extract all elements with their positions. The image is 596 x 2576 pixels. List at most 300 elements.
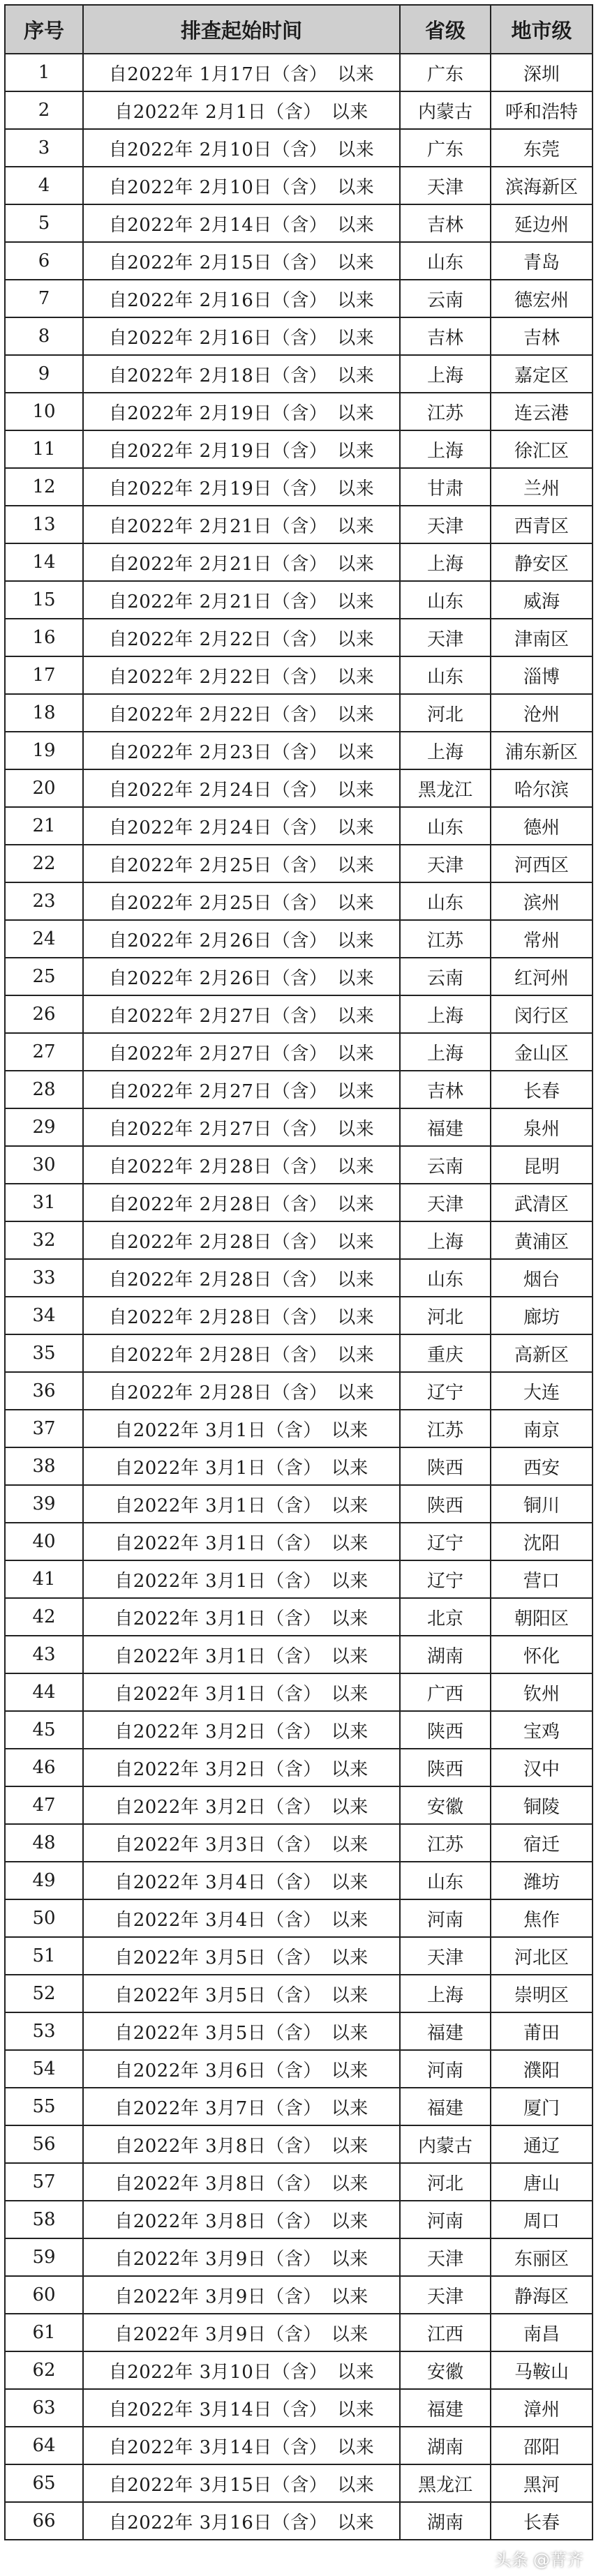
row-province: 天津 bbox=[400, 845, 491, 882]
row-city: 金山区 bbox=[491, 1033, 593, 1071]
row-city: 崇明区 bbox=[491, 1975, 593, 2012]
row-start-time bbox=[83, 920, 400, 958]
since-word: 以来 bbox=[331, 101, 368, 123]
table-row bbox=[5, 1598, 593, 1636]
table-row bbox=[5, 882, 593, 920]
row-city: 大连 bbox=[491, 1372, 593, 1410]
row-index: 53 bbox=[5, 2012, 83, 2050]
row-index: 66 bbox=[5, 2502, 83, 2540]
since-word: 以来 bbox=[337, 930, 375, 951]
since-word: 以来 bbox=[331, 1495, 368, 1516]
since-word: 以来 bbox=[331, 1570, 368, 1592]
table-row bbox=[5, 204, 593, 242]
table-row bbox=[5, 732, 593, 769]
row-index: 10 bbox=[5, 393, 83, 430]
since-word: 以来 bbox=[337, 1269, 375, 1290]
row-start-time bbox=[83, 1447, 400, 1485]
row-index: 59 bbox=[5, 2238, 83, 2276]
row-start-time bbox=[83, 1786, 400, 1824]
row-index: 39 bbox=[5, 1485, 83, 1523]
row-province: 福建 bbox=[400, 2088, 491, 2125]
row-index: 46 bbox=[5, 1749, 83, 1786]
row-start-time bbox=[83, 2464, 400, 2502]
row-index: 9 bbox=[5, 355, 83, 393]
row-index: 50 bbox=[5, 1899, 83, 1937]
row-province: 重庆 bbox=[400, 1334, 491, 1372]
table-row bbox=[5, 1108, 593, 1146]
row-province: 甘肃 bbox=[400, 468, 491, 506]
row-index: 35 bbox=[5, 1334, 83, 1372]
table-row bbox=[5, 2276, 593, 2314]
row-index: 65 bbox=[5, 2464, 83, 2502]
row-index: 23 bbox=[5, 882, 83, 920]
row-start-time bbox=[83, 807, 400, 845]
row-province: 广东 bbox=[400, 54, 491, 91]
row-index: 51 bbox=[5, 1937, 83, 1975]
since-word: 以来 bbox=[331, 2286, 368, 2307]
row-province: 辽宁 bbox=[400, 1523, 491, 1560]
table-row bbox=[5, 91, 593, 129]
row-city: 津南区 bbox=[491, 619, 593, 656]
row-province: 黑龙江 bbox=[400, 2464, 491, 2502]
row-city: 唐山 bbox=[491, 2163, 593, 2201]
start-date: 自2022年 2月1日（含） bbox=[114, 101, 322, 123]
row-index: 19 bbox=[5, 732, 83, 769]
row-city: 滨州 bbox=[491, 882, 593, 920]
row-index: 44 bbox=[5, 1673, 83, 1711]
row-province: 河北 bbox=[400, 1297, 491, 1334]
row-start-time bbox=[83, 619, 400, 656]
since-word: 以来 bbox=[331, 1645, 368, 1667]
table-row bbox=[5, 2163, 593, 2201]
row-city: 滨海新区 bbox=[491, 167, 593, 204]
row-province: 陕西 bbox=[400, 1485, 491, 1523]
table-row bbox=[5, 1372, 593, 1410]
row-index: 21 bbox=[5, 807, 83, 845]
start-date: 自2022年 3月5日（含） bbox=[114, 1947, 322, 1968]
header-city: 地市级 bbox=[491, 5, 593, 54]
row-start-time bbox=[83, 845, 400, 882]
row-index: 1 bbox=[5, 54, 83, 91]
row-city: 沧州 bbox=[491, 694, 593, 732]
row-index: 11 bbox=[5, 430, 83, 468]
row-index: 30 bbox=[5, 1146, 83, 1184]
start-date: 自2022年 3月2日（含） bbox=[114, 1796, 322, 1818]
since-word: 以来 bbox=[331, 1796, 368, 1818]
since-word: 以来 bbox=[331, 1419, 368, 1441]
since-word: 以来 bbox=[331, 1608, 368, 1629]
table-row bbox=[5, 2502, 593, 2540]
row-city: 西青区 bbox=[491, 506, 593, 543]
table-row bbox=[5, 2427, 593, 2464]
row-start-time bbox=[83, 2012, 400, 2050]
row-index: 60 bbox=[5, 2276, 83, 2314]
table-row bbox=[5, 1221, 593, 1259]
since-word: 以来 bbox=[337, 1344, 375, 1366]
since-word: 以来 bbox=[331, 2210, 368, 2232]
row-province: 云南 bbox=[400, 958, 491, 995]
table-row bbox=[5, 769, 593, 807]
row-province: 吉林 bbox=[400, 1071, 491, 1108]
row-province: 北京 bbox=[400, 1598, 491, 1636]
row-start-time bbox=[83, 1485, 400, 1523]
row-start-time bbox=[83, 769, 400, 807]
row-start-time bbox=[83, 468, 400, 506]
row-province: 山东 bbox=[400, 1259, 491, 1297]
since-word: 以来 bbox=[337, 1193, 375, 1215]
start-date: 自2022年 2月22日（含） bbox=[108, 666, 328, 688]
row-province: 山东 bbox=[400, 242, 491, 280]
start-date: 自2022年 3月1日（含） bbox=[114, 1683, 322, 1705]
row-index: 54 bbox=[5, 2050, 83, 2088]
since-word: 以来 bbox=[337, 591, 375, 612]
start-date: 自2022年 3月1日（含） bbox=[114, 1645, 322, 1667]
since-word: 以来 bbox=[331, 1721, 368, 1742]
row-province: 吉林 bbox=[400, 317, 491, 355]
start-date: 自2022年 2月27日（含） bbox=[108, 1043, 328, 1064]
row-province: 上海 bbox=[400, 732, 491, 769]
table-row bbox=[5, 1447, 593, 1485]
start-date: 自2022年 2月28日（含） bbox=[108, 1344, 328, 1366]
row-city: 武清区 bbox=[491, 1184, 593, 1221]
start-date: 自2022年 3月14日（含） bbox=[108, 2436, 328, 2458]
row-index: 5 bbox=[5, 204, 83, 242]
row-start-time bbox=[83, 1146, 400, 1184]
row-city: 黄浦区 bbox=[491, 1221, 593, 1259]
row-city: 连云港 bbox=[491, 393, 593, 430]
row-index: 18 bbox=[5, 694, 83, 732]
table-header bbox=[5, 5, 593, 54]
since-word: 以来 bbox=[337, 553, 375, 575]
screening-table bbox=[4, 4, 593, 2540]
row-city: 泉州 bbox=[491, 1108, 593, 1146]
since-word: 以来 bbox=[331, 1683, 368, 1705]
row-index: 43 bbox=[5, 1636, 83, 1673]
since-word: 以来 bbox=[337, 704, 375, 725]
table-row bbox=[5, 2389, 593, 2427]
row-city: 宝鸡 bbox=[491, 1711, 593, 1749]
row-city: 烟台 bbox=[491, 1259, 593, 1297]
table-row bbox=[5, 581, 593, 619]
row-city: 徐汇区 bbox=[491, 430, 593, 468]
row-index: 31 bbox=[5, 1184, 83, 1221]
start-date: 自2022年 2月24日（含） bbox=[108, 779, 328, 801]
since-word: 以来 bbox=[337, 1080, 375, 1102]
row-start-time bbox=[83, 204, 400, 242]
table-row bbox=[5, 1937, 593, 1975]
row-city: 黑河 bbox=[491, 2464, 593, 2502]
table-row bbox=[5, 2238, 593, 2276]
table-row bbox=[5, 1410, 593, 1447]
row-start-time bbox=[83, 167, 400, 204]
start-date: 自2022年 3月9日（含） bbox=[114, 2286, 322, 2307]
start-date: 自2022年 3月14日（含） bbox=[108, 2399, 328, 2420]
row-start-time bbox=[83, 1975, 400, 2012]
start-date: 自2022年 2月23日（含） bbox=[108, 741, 328, 763]
row-city: 青岛 bbox=[491, 242, 593, 280]
start-date: 自2022年 2月10日（含） bbox=[108, 176, 328, 198]
row-start-time bbox=[83, 2502, 400, 2540]
start-date: 自2022年 3月1日（含） bbox=[114, 1532, 322, 1554]
since-word: 以来 bbox=[337, 139, 375, 160]
since-word: 以来 bbox=[337, 2436, 375, 2458]
table-body bbox=[5, 54, 593, 2540]
row-start-time bbox=[83, 317, 400, 355]
row-province: 天津 bbox=[400, 167, 491, 204]
start-date: 自2022年 2月28日（含） bbox=[108, 1382, 328, 1403]
since-word: 以来 bbox=[331, 1532, 368, 1554]
row-index: 29 bbox=[5, 1108, 83, 1146]
row-province: 上海 bbox=[400, 430, 491, 468]
row-index: 20 bbox=[5, 769, 83, 807]
row-city: 南昌 bbox=[491, 2314, 593, 2351]
start-date: 自2022年 3月1日（含） bbox=[114, 1419, 322, 1441]
since-word: 以来 bbox=[337, 1043, 375, 1064]
start-date: 自2022年 2月18日（含） bbox=[108, 365, 328, 386]
row-province: 安徽 bbox=[400, 2351, 491, 2389]
row-province: 安徽 bbox=[400, 1786, 491, 1824]
row-city: 兰州 bbox=[491, 468, 593, 506]
row-start-time bbox=[83, 581, 400, 619]
row-city: 昆明 bbox=[491, 1146, 593, 1184]
row-start-time bbox=[83, 2050, 400, 2088]
since-word: 以来 bbox=[337, 2474, 375, 2496]
start-date: 自2022年 2月22日（含） bbox=[108, 704, 328, 725]
row-start-time bbox=[83, 2276, 400, 2314]
since-word: 以来 bbox=[337, 1156, 375, 1177]
row-city: 静海区 bbox=[491, 2276, 593, 2314]
row-start-time bbox=[83, 1862, 400, 1899]
row-index: 13 bbox=[5, 506, 83, 543]
row-city: 营口 bbox=[491, 1560, 593, 1598]
table-row bbox=[5, 2351, 593, 2389]
row-city: 汉中 bbox=[491, 1749, 593, 1786]
since-word: 以来 bbox=[337, 176, 375, 198]
row-index: 4 bbox=[5, 167, 83, 204]
row-index: 34 bbox=[5, 1297, 83, 1334]
row-city: 宿迁 bbox=[491, 1824, 593, 1862]
row-city: 闵行区 bbox=[491, 995, 593, 1033]
table-row bbox=[5, 2012, 593, 2050]
row-city: 邵阳 bbox=[491, 2427, 593, 2464]
row-index: 3 bbox=[5, 129, 83, 167]
row-index: 62 bbox=[5, 2351, 83, 2389]
table-row bbox=[5, 920, 593, 958]
since-word: 以来 bbox=[337, 214, 375, 236]
table-row bbox=[5, 694, 593, 732]
row-province: 内蒙古 bbox=[400, 2125, 491, 2163]
row-province: 黑龙江 bbox=[400, 769, 491, 807]
start-date: 自2022年 2月26日（含） bbox=[108, 930, 328, 951]
since-word: 以来 bbox=[337, 628, 375, 650]
row-start-time bbox=[83, 2201, 400, 2238]
start-date: 自2022年 2月21日（含） bbox=[108, 515, 328, 537]
row-city: 莆田 bbox=[491, 2012, 593, 2050]
since-word: 以来 bbox=[337, 2361, 375, 2383]
since-word: 以来 bbox=[337, 2399, 375, 2420]
since-word: 以来 bbox=[331, 2173, 368, 2194]
row-start-time bbox=[83, 1033, 400, 1071]
row-city: 德州 bbox=[491, 807, 593, 845]
row-city: 马鞍山 bbox=[491, 2351, 593, 2389]
since-word: 以来 bbox=[337, 515, 375, 537]
since-word: 以来 bbox=[337, 1231, 375, 1253]
row-index: 64 bbox=[5, 2427, 83, 2464]
row-city: 厦门 bbox=[491, 2088, 593, 2125]
row-province: 陕西 bbox=[400, 1749, 491, 1786]
row-index: 52 bbox=[5, 1975, 83, 2012]
row-start-time bbox=[83, 543, 400, 581]
row-province: 福建 bbox=[400, 1108, 491, 1146]
since-word: 以来 bbox=[331, 1984, 368, 2006]
table-row bbox=[5, 1899, 593, 1937]
row-start-time bbox=[83, 1297, 400, 1334]
row-index: 32 bbox=[5, 1221, 83, 1259]
table-row bbox=[5, 468, 593, 506]
since-word: 以来 bbox=[331, 2248, 368, 2270]
since-word: 以来 bbox=[337, 741, 375, 763]
table-row bbox=[5, 1749, 593, 1786]
table-row bbox=[5, 1259, 593, 1297]
row-index: 38 bbox=[5, 1447, 83, 1485]
table-row bbox=[5, 1184, 593, 1221]
table-row bbox=[5, 958, 593, 995]
row-province: 上海 bbox=[400, 1975, 491, 2012]
row-start-time bbox=[83, 732, 400, 769]
row-city: 漳州 bbox=[491, 2389, 593, 2427]
row-start-time bbox=[83, 91, 400, 129]
row-city: 廊坊 bbox=[491, 1297, 593, 1334]
row-city: 怀化 bbox=[491, 1636, 593, 1673]
since-word: 以来 bbox=[331, 1758, 368, 1780]
start-date: 自2022年 3月9日（含） bbox=[114, 2323, 322, 2345]
since-word: 以来 bbox=[331, 1834, 368, 1855]
start-date: 自2022年 2月28日（含） bbox=[108, 1156, 328, 1177]
start-date: 自2022年 3月16日（含） bbox=[108, 2512, 328, 2533]
row-index: 36 bbox=[5, 1372, 83, 1410]
row-start-time bbox=[83, 1259, 400, 1297]
table-row bbox=[5, 807, 593, 845]
row-city: 焦作 bbox=[491, 1899, 593, 1937]
row-province: 天津 bbox=[400, 1184, 491, 1221]
row-province: 内蒙古 bbox=[400, 91, 491, 129]
row-city: 威海 bbox=[491, 581, 593, 619]
row-index: 6 bbox=[5, 242, 83, 280]
row-start-time bbox=[83, 1184, 400, 1221]
start-date: 自2022年 3月6日（含） bbox=[114, 2060, 322, 2081]
row-province: 河北 bbox=[400, 2163, 491, 2201]
row-index: 26 bbox=[5, 995, 83, 1033]
row-index: 8 bbox=[5, 317, 83, 355]
table-row bbox=[5, 2088, 593, 2125]
row-province: 天津 bbox=[400, 2238, 491, 2276]
row-city: 哈尔滨 bbox=[491, 769, 593, 807]
row-province: 陕西 bbox=[400, 1447, 491, 1485]
row-province: 福建 bbox=[400, 2012, 491, 2050]
start-date: 自2022年 2月15日（含） bbox=[108, 252, 328, 273]
row-index: 27 bbox=[5, 1033, 83, 1071]
table-row bbox=[5, 2201, 593, 2238]
row-start-time bbox=[83, 1749, 400, 1786]
row-city: 西安 bbox=[491, 1447, 593, 1485]
row-index: 57 bbox=[5, 2163, 83, 2201]
row-index: 45 bbox=[5, 1711, 83, 1749]
row-city: 河西区 bbox=[491, 845, 593, 882]
row-province: 上海 bbox=[400, 1033, 491, 1071]
since-word: 以来 bbox=[337, 1005, 375, 1027]
start-date: 自2022年 2月26日（含） bbox=[108, 967, 328, 989]
row-city: 通辽 bbox=[491, 2125, 593, 2163]
start-date: 自2022年 3月1日（含） bbox=[114, 1457, 322, 1479]
row-start-time bbox=[83, 1824, 400, 1862]
row-province: 上海 bbox=[400, 1221, 491, 1259]
row-province: 湖南 bbox=[400, 1636, 491, 1673]
table-row bbox=[5, 1297, 593, 1334]
since-word: 以来 bbox=[337, 402, 375, 424]
start-date: 自2022年 2月19日（含） bbox=[108, 478, 328, 499]
start-date: 自2022年 3月4日（含） bbox=[114, 1909, 322, 1931]
header-row bbox=[5, 5, 593, 54]
start-date: 自2022年 2月19日（含） bbox=[108, 440, 328, 462]
row-start-time bbox=[83, 280, 400, 317]
row-start-time bbox=[83, 1636, 400, 1673]
row-index: 37 bbox=[5, 1410, 83, 1447]
row-start-time bbox=[83, 430, 400, 468]
since-word: 以来 bbox=[331, 2323, 368, 2345]
start-date: 自2022年 3月7日（含） bbox=[114, 2097, 322, 2119]
table-row bbox=[5, 1711, 593, 1749]
table-row bbox=[5, 317, 593, 355]
since-word: 以来 bbox=[331, 2097, 368, 2119]
start-date: 自2022年 3月3日（含） bbox=[114, 1834, 322, 1855]
row-start-time bbox=[83, 54, 400, 91]
row-city: 南京 bbox=[491, 1410, 593, 1447]
row-start-time bbox=[83, 129, 400, 167]
table-row bbox=[5, 1560, 593, 1598]
table-row bbox=[5, 430, 593, 468]
row-province: 河南 bbox=[400, 2201, 491, 2238]
row-start-time bbox=[83, 2163, 400, 2201]
row-start-time bbox=[83, 506, 400, 543]
row-city: 铜川 bbox=[491, 1485, 593, 1523]
row-province: 江苏 bbox=[400, 1824, 491, 1862]
start-date: 自2022年 3月1日（含） bbox=[114, 1608, 322, 1629]
row-city: 东丽区 bbox=[491, 2238, 593, 2276]
row-province: 上海 bbox=[400, 355, 491, 393]
since-word: 以来 bbox=[331, 1947, 368, 1968]
row-city: 周口 bbox=[491, 2201, 593, 2238]
row-city: 沈阳 bbox=[491, 1523, 593, 1560]
table-row bbox=[5, 242, 593, 280]
row-city: 吉林 bbox=[491, 317, 593, 355]
table-row bbox=[5, 355, 593, 393]
table-row bbox=[5, 1975, 593, 2012]
row-city: 钦州 bbox=[491, 1673, 593, 1711]
table-row bbox=[5, 506, 593, 543]
row-index: 33 bbox=[5, 1259, 83, 1297]
row-city: 德宏州 bbox=[491, 280, 593, 317]
row-start-time bbox=[83, 1523, 400, 1560]
row-index: 61 bbox=[5, 2314, 83, 2351]
since-word: 以来 bbox=[337, 1118, 375, 1140]
start-date: 自2022年 2月22日（含） bbox=[108, 628, 328, 650]
row-city: 河北区 bbox=[491, 1937, 593, 1975]
row-city: 嘉定区 bbox=[491, 355, 593, 393]
table-row bbox=[5, 845, 593, 882]
table-row bbox=[5, 2050, 593, 2088]
row-province: 河北 bbox=[400, 694, 491, 732]
table-row bbox=[5, 1636, 593, 1673]
